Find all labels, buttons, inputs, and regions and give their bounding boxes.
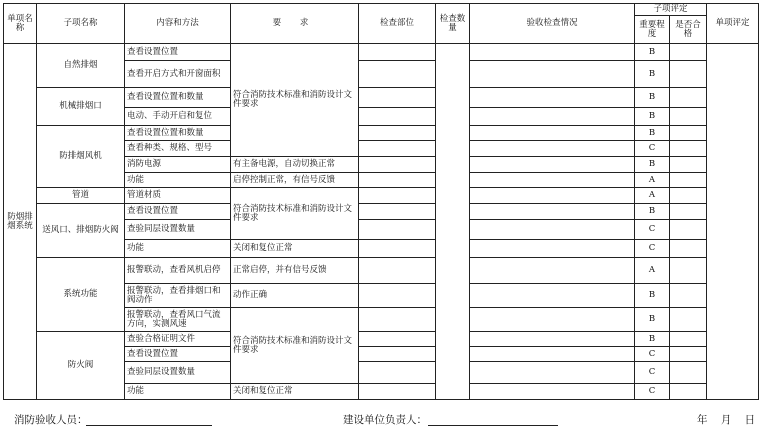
importance-grade: C <box>635 384 670 400</box>
check-location-cell[interactable] <box>359 220 436 240</box>
content-cell: 查看设置位置 <box>125 347 231 362</box>
acceptance-cell[interactable] <box>470 240 635 258</box>
acceptance-cell[interactable] <box>470 88 635 108</box>
requirement-cell: 正常启停，并有信号反馈 <box>231 258 359 284</box>
importance-grade: A <box>635 173 670 188</box>
content-cell: 查看设置位置和数量 <box>125 88 231 108</box>
subitem-fan: 防排烟风机 <box>37 126 125 188</box>
header-check-location: 检查部位 <box>359 4 436 44</box>
check-location-cell[interactable] <box>359 157 436 173</box>
importance-grade: C <box>635 220 670 240</box>
header-acceptance: 验收检查情况 <box>470 4 635 44</box>
subitem-duct: 管道 <box>37 188 125 204</box>
check-location-cell[interactable] <box>359 44 436 61</box>
content-cell: 报警联动，查看排烟口和阀动作 <box>125 284 231 308</box>
requirement-cell: 符合消防技术标准和消防设计文件要求 <box>231 188 359 240</box>
qualified-cell[interactable] <box>670 384 707 400</box>
acceptance-cell[interactable] <box>470 188 635 204</box>
check-location-cell[interactable] <box>359 258 436 284</box>
qualified-cell[interactable] <box>670 44 707 61</box>
subitem-fire-damper: 防火阀 <box>37 332 125 400</box>
content-cell: 查验合格证明文件 <box>125 332 231 347</box>
content-cell: 功能 <box>125 173 231 188</box>
requirement-cell: 启停控制正常，有信号反馈 <box>231 173 359 188</box>
check-location-cell[interactable] <box>359 240 436 258</box>
importance-grade: B <box>635 284 670 308</box>
content-cell: 报警联动，查看风机启停 <box>125 258 231 284</box>
importance-grade: B <box>635 88 670 108</box>
check-location-cell[interactable] <box>359 332 436 347</box>
requirement-cell: 关闭和复位正常 <box>231 384 359 400</box>
signature-footer <box>0 412 762 428</box>
importance-grade: C <box>635 362 670 384</box>
importance-grade: C <box>635 347 670 362</box>
importance-grade: B <box>635 44 670 61</box>
acceptance-cell[interactable] <box>470 204 635 220</box>
importance-grade: A <box>635 188 670 204</box>
qualified-cell[interactable] <box>670 362 707 384</box>
header-unit-name: 单项名称 <box>4 4 37 44</box>
qualified-cell[interactable] <box>670 157 707 173</box>
importance-grade: B <box>635 108 670 126</box>
qualified-cell[interactable] <box>670 108 707 126</box>
importance-grade: C <box>635 141 670 157</box>
acceptance-cell[interactable] <box>470 220 635 240</box>
acceptance-cell[interactable] <box>470 332 635 347</box>
check-location-cell[interactable] <box>359 61 436 88</box>
acceptance-cell[interactable] <box>470 126 635 141</box>
content-cell: 功能 <box>125 240 231 258</box>
header-requirement: 要 求 <box>231 4 359 44</box>
check-location-cell[interactable] <box>359 188 436 204</box>
acceptance-cell[interactable] <box>470 108 635 126</box>
check-location-cell[interactable] <box>359 347 436 362</box>
check-location-cell[interactable] <box>359 204 436 220</box>
header-content-method: 内容和方法 <box>125 4 231 44</box>
content-cell: 查验同层设置数量 <box>125 362 231 384</box>
header-sub-item: 子项名称 <box>37 4 125 44</box>
qualified-cell[interactable] <box>670 188 707 204</box>
qualified-cell[interactable] <box>670 258 707 284</box>
importance-grade: B <box>635 61 670 88</box>
owner-label: 建设单位负责人： <box>343 414 427 426</box>
acceptance-cell[interactable] <box>470 284 635 308</box>
qualified-cell[interactable] <box>670 88 707 108</box>
qualified-cell[interactable] <box>670 141 707 157</box>
system-name-cell: 防烟排烟系统 <box>4 44 37 400</box>
header-unit-eval: 单项评定 <box>707 4 759 44</box>
acceptance-cell[interactable] <box>470 384 635 400</box>
header-check-quantity: 检查数量 <box>436 4 470 44</box>
check-location-cell[interactable] <box>359 126 436 141</box>
importance-grade: A <box>635 258 670 284</box>
subitem-damper-inlet: 送风口、排烟防火阀 <box>37 204 125 258</box>
qualified-cell[interactable] <box>670 220 707 240</box>
qualified-cell[interactable] <box>670 126 707 141</box>
owner-signature-line[interactable] <box>428 425 558 426</box>
importance-grade: C <box>635 240 670 258</box>
qualified-cell[interactable] <box>670 61 707 88</box>
requirement-cell: 符合消防技术标准和消防设计文件要求 <box>231 308 359 384</box>
content-cell: 查看种类、规格、型号 <box>125 141 231 157</box>
check-location-cell[interactable] <box>359 384 436 400</box>
qualified-cell[interactable] <box>670 347 707 362</box>
qualified-cell[interactable] <box>670 173 707 188</box>
qualified-cell[interactable] <box>670 240 707 258</box>
requirement-cell: 动作正确 <box>231 284 359 308</box>
acceptance-cell[interactable] <box>470 157 635 173</box>
inspector-label: 消防验收人员： <box>14 414 88 426</box>
importance-grade: B <box>635 157 670 173</box>
importance-grade: B <box>635 332 670 347</box>
check-location-cell[interactable] <box>359 88 436 108</box>
check-location-cell[interactable] <box>359 173 436 188</box>
acceptance-cell[interactable] <box>470 362 635 384</box>
qualified-cell[interactable] <box>670 204 707 220</box>
acceptance-cell[interactable] <box>470 141 635 157</box>
acceptance-cell[interactable] <box>470 61 635 88</box>
check-location-cell[interactable] <box>359 141 436 157</box>
content-cell: 查验同层设置数量 <box>125 220 231 240</box>
check-location-cell[interactable] <box>359 362 436 384</box>
check-quantity-cell[interactable] <box>436 44 470 400</box>
date-label: 年 月 日 <box>697 414 756 426</box>
requirement-cell: 符合消防技术标准和消防设计文件要求 <box>231 44 359 157</box>
content-cell: 查看设置位置和数量 <box>125 126 231 141</box>
content-cell: 查看设置位置 <box>125 44 231 61</box>
acceptance-table <box>3 3 759 400</box>
subitem-system-function: 系统功能 <box>37 258 125 332</box>
qualified-cell[interactable] <box>670 284 707 308</box>
acceptance-cell[interactable] <box>470 308 635 332</box>
subitem-natural-smoke: 自然排烟 <box>37 44 125 88</box>
importance-grade: B <box>635 204 670 220</box>
importance-grade: B <box>635 308 670 332</box>
inspector-signature-line[interactable] <box>86 425 212 426</box>
requirement-cell: 有主备电源，自动切换正常 <box>231 157 359 173</box>
acceptance-cell[interactable] <box>470 173 635 188</box>
content-cell: 功能 <box>125 384 231 400</box>
header-sub-eval: 子项评定 <box>635 4 707 16</box>
content-cell: 报警联动，查看风口气流方向，实测风速 <box>125 308 231 332</box>
acceptance-cell[interactable] <box>470 258 635 284</box>
acceptance-cell[interactable] <box>470 44 635 61</box>
requirement-cell: 关闭和复位正常 <box>231 240 359 258</box>
content-cell: 查看设置位置 <box>125 204 231 220</box>
header-importance: 重要程度 <box>635 16 670 44</box>
importance-grade: B <box>635 126 670 141</box>
header-qualified: 是否合格 <box>670 16 707 44</box>
check-location-cell[interactable] <box>359 108 436 126</box>
check-location-cell[interactable] <box>359 284 436 308</box>
content-cell: 电动、手动开启和复位 <box>125 108 231 126</box>
content-cell: 消防电源 <box>125 157 231 173</box>
check-location-cell[interactable] <box>359 308 436 332</box>
unit-eval-cell[interactable] <box>707 44 759 400</box>
acceptance-cell[interactable] <box>470 347 635 362</box>
content-cell: 管道材质 <box>125 188 231 204</box>
qualified-cell[interactable] <box>670 332 707 347</box>
content-cell: 查看开启方式和开窗面积 <box>125 61 231 88</box>
subitem-mech-outlet: 机械排烟口 <box>37 88 125 126</box>
qualified-cell[interactable] <box>670 308 707 332</box>
